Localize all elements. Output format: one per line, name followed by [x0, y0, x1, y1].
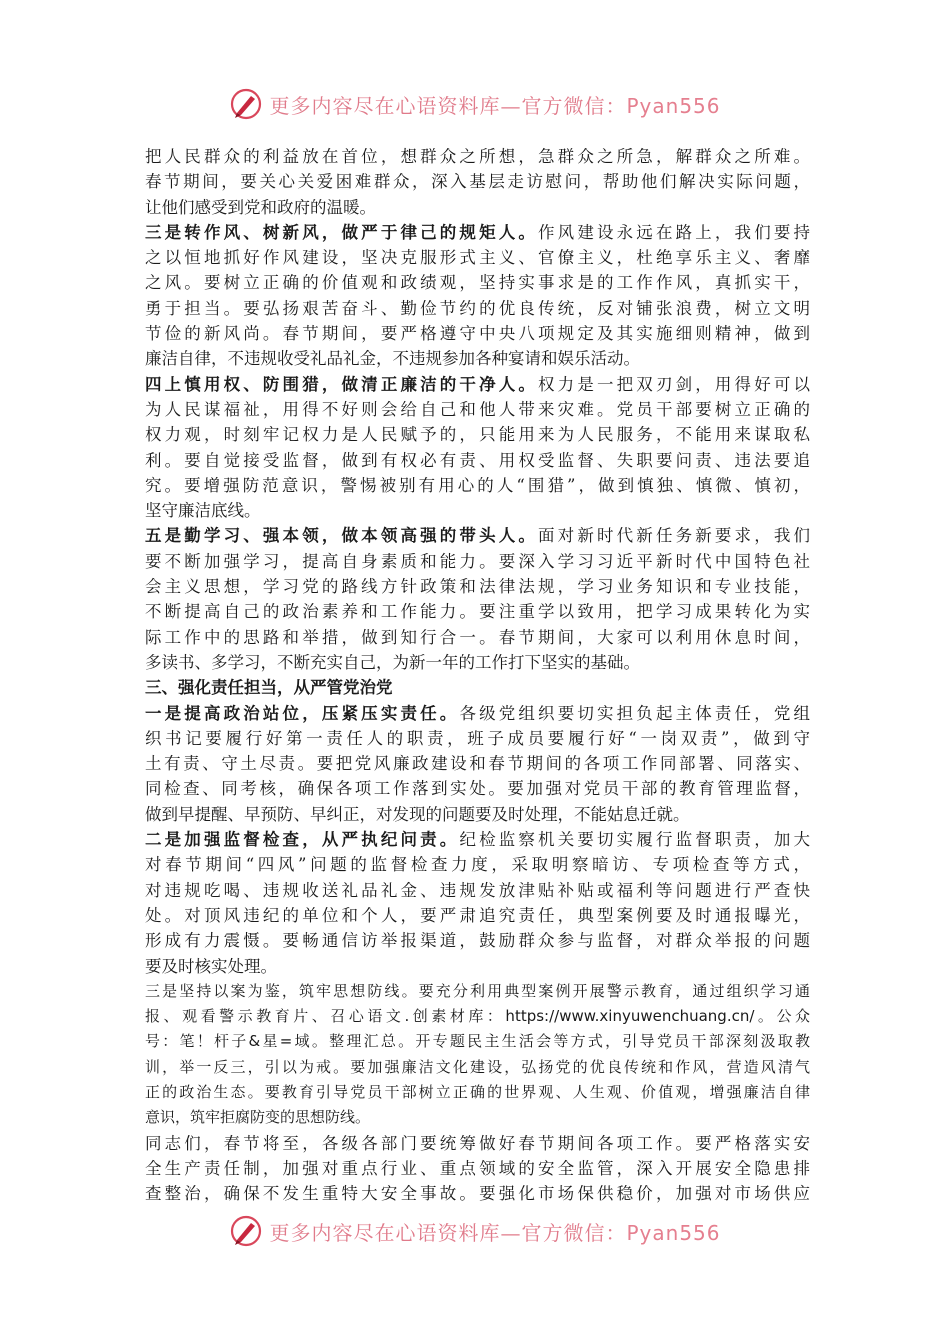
text-line [145, 625, 810, 650]
text-line [145, 296, 810, 321]
bold-heading: 三是转作风、树新风，做严于律己的规矩人。 [145, 222, 539, 242]
line-text: 号：笔！杆子&星=域。整理汇总。开专题民主生活会等方式，引导党员干部深刻汲取教 [145, 1032, 810, 1051]
text-line [145, 549, 810, 574]
line-text: 报、观看警示教育片、召心语文.创素材库：https://www.xinyuwenchuang.cn/。公众 [145, 1007, 810, 1026]
text-line [145, 827, 810, 852]
line-text: 勇于担当。要弘扬艰苦奋斗、勤俭节约的优良传统，反对铺张浪费，树立文明 [145, 298, 810, 318]
text-line [145, 599, 810, 624]
footer-watermark-banner [0, 1211, 950, 1251]
text-line [145, 1105, 810, 1130]
line-text: 三是坚持以案为鉴，筑牢思想防线。要充分利用典型案例开展警示教育，通过组织学习通 [145, 981, 810, 1000]
text-line [145, 523, 810, 548]
line-text: 把人民群众的利益放在首位，想群众之所想，急群众之所急，解群众之所难。 [145, 147, 810, 166]
text-line [145, 321, 810, 346]
line-text: 为人民谋福祉，用得不好则会给自己和他人带来灾难。党员干部要树立正确的 [145, 399, 810, 419]
text-line [145, 1181, 810, 1206]
text-line [145, 473, 810, 498]
document-body [145, 144, 810, 1206]
text-line [145, 448, 810, 473]
line-text: 做到早提醒、早预防、早纠正，对发现的问题要及时处理，不能姑息迁就。 [145, 804, 690, 824]
line-text: 之风。要树立正确的价值观和政绩观，坚持实事求是的工作作风，真抓实干， [145, 273, 810, 293]
text-line [145, 979, 810, 1004]
text-line [145, 701, 810, 726]
line-text: 正的政治生态。要教育引导党员干部树立正确的世界观、人生观、价值观，增强廉洁自律 [145, 1082, 810, 1101]
line-text: 对春节期间“四风”问题的监督检查力度，采取明察暗访、专项检查等方式， [145, 855, 810, 875]
line-text: 要及时核实处理。 [145, 956, 277, 976]
line-text: 多读书、多学习，不断充实自己，为新一年的工作打下坚实的基础。 [145, 652, 640, 672]
bold-heading: 一是提高政治站位，压紧压实责任。 [145, 703, 460, 723]
line-text: 坚守廉洁底线。 [145, 501, 261, 521]
line-text: 廉洁自律，不违规收受礼品礼金，不违规参加各种宴请和娱乐活动。 [145, 349, 640, 369]
text-line [145, 776, 810, 801]
line-text: 究。要增强防范意识，警惕被别有用心的人“围猎”，做到慎独、慎微、慎初， [145, 475, 810, 495]
line-text: 面对新时代新任务新要求，我们 [538, 526, 810, 546]
text-line [145, 1131, 810, 1156]
line-text: 节俭的新风尚。春节期间，要严格遵守中央八项规定及其实施细则精神，做到 [145, 324, 810, 344]
text-line [145, 675, 810, 700]
line-text: 之以恒地抓好作风建设，坚决克服形式主义、官僚主义，杜绝享乐主义、奢靡 [145, 248, 810, 268]
text-line [145, 1029, 810, 1054]
text-line [145, 1156, 810, 1181]
text-line [145, 245, 810, 270]
text-line [145, 802, 810, 827]
line-text: 查整治，确保不发生重特大安全事故。要强化市场保供稳价，加强对市场供应 [145, 1184, 810, 1204]
line-text: 织书记要履行好第一责任人的职责，班子成员要履行好“一岗双责”，做到守 [145, 728, 810, 748]
line-text: 权力观，时刻牢记权力是人民赋予的，只能用来为人民服务，不能用来谋取私 [145, 425, 810, 445]
text-line [145, 346, 810, 371]
header-watermark-banner [0, 84, 950, 124]
line-text: 意识，筑牢拒腐防变的思想防线。 [145, 1108, 371, 1127]
bold-heading: 五是勤学习、强本领，做本领高强的带头人。 [145, 526, 539, 546]
text-line [145, 1004, 810, 1029]
bold-heading: 二是加强监督检查，从严执纪问责。 [145, 830, 460, 850]
line-text: 对违规吃喝、违规收送礼品礼金、违规发放津贴补贴或福利等问题进行严查快 [145, 880, 810, 900]
line-text: 际工作中的思路和举措，做到知行合一。春节期间，大家可以利用休息时间， [145, 627, 810, 647]
line-text: 土有责、守土尽责。要把党风廉政建设和春节期间的各项工作同部署、同落实、 [145, 754, 810, 774]
text-line [145, 220, 810, 245]
line-text: 利。要自觉接受监督，做到有权必有责、用权受监督、失职要问责、违法要追 [145, 450, 810, 470]
line-text: 同志们，春节将至，各级各部门要统筹做好春节期间各项工作。要严格落实安 [145, 1133, 810, 1153]
line-text: 不断提高自己的政治素养和工作能力。要注重学以致用，把学习成果转化为实 [145, 602, 810, 622]
text-line [145, 903, 810, 928]
line-text: 训，举一反三，引以为戒。要加强廉洁文化建设，弘扬党的优良传统和作风，营造风清气 [145, 1057, 810, 1076]
text-line [145, 928, 810, 953]
text-line [145, 878, 810, 903]
line-text: 作风建设永远在路上，我们要持 [538, 222, 810, 242]
line-text: 各级党组织要切实担负起主体责任，党组 [459, 703, 810, 723]
text-line [145, 195, 810, 220]
text-line [145, 144, 810, 169]
text-line [145, 1055, 810, 1080]
text-line [145, 169, 810, 194]
line-text: 会主义思想，学习党的路线方针政策和法律法规，学习业务知识和专业技能， [145, 577, 810, 597]
bold-heading: 三、强化责任担当，从严管党治党 [145, 678, 393, 698]
pen-logo-icon [229, 87, 263, 121]
text-line [145, 650, 810, 675]
text-line [145, 852, 810, 877]
line-text: 形成有力震慑。要畅通信访举报渠道，鼓励群众参与监督，对群众举报的问题 [145, 931, 810, 951]
text-line [145, 372, 810, 397]
line-text: 让他们感受到党和政府的温暖。 [145, 197, 376, 217]
line-text: 要不断加强学习，提高自身素质和能力。要深入学习习近平新时代中国特色社 [145, 551, 810, 571]
line-text: 纪检监察机关要切实履行监督职责，加大 [459, 830, 810, 850]
text-line [145, 422, 810, 447]
text-line [145, 498, 810, 523]
text-line [145, 726, 810, 751]
bold-heading: 四上慎用权、防围猎，做清正廉洁的干净人。 [145, 374, 539, 394]
text-line [145, 270, 810, 295]
watermark-text: 更多内容尽在心语资料库—官方微信：Pyan556 [269, 93, 721, 118]
text-line [145, 1080, 810, 1105]
text-line [145, 574, 810, 599]
line-text: 全生产责任制，加强对重点行业、重点领域的安全监管，深入开展安全隐患排 [145, 1158, 810, 1178]
line-text: 同检查、同考核，确保各项工作落到实处。要加强对党员干部的教育管理监督， [145, 779, 810, 799]
line-text: 春节期间，要关心关爱困难群众，深入基层走访慰问，帮助他们解决实际问题， [145, 172, 810, 192]
pen-logo-icon [229, 1214, 263, 1248]
line-text: 权力是一把双刃剑，用得好可以 [538, 374, 810, 394]
text-line [145, 751, 810, 776]
text-line [145, 954, 810, 979]
line-text: 处。对顶风违纪的单位和个人，要严肃追究责任，典型案例要及时通报曝光， [145, 905, 810, 925]
text-line [145, 397, 810, 422]
watermark-text: 更多内容尽在心语资料库—官方微信：Pyan556 [269, 1220, 721, 1245]
